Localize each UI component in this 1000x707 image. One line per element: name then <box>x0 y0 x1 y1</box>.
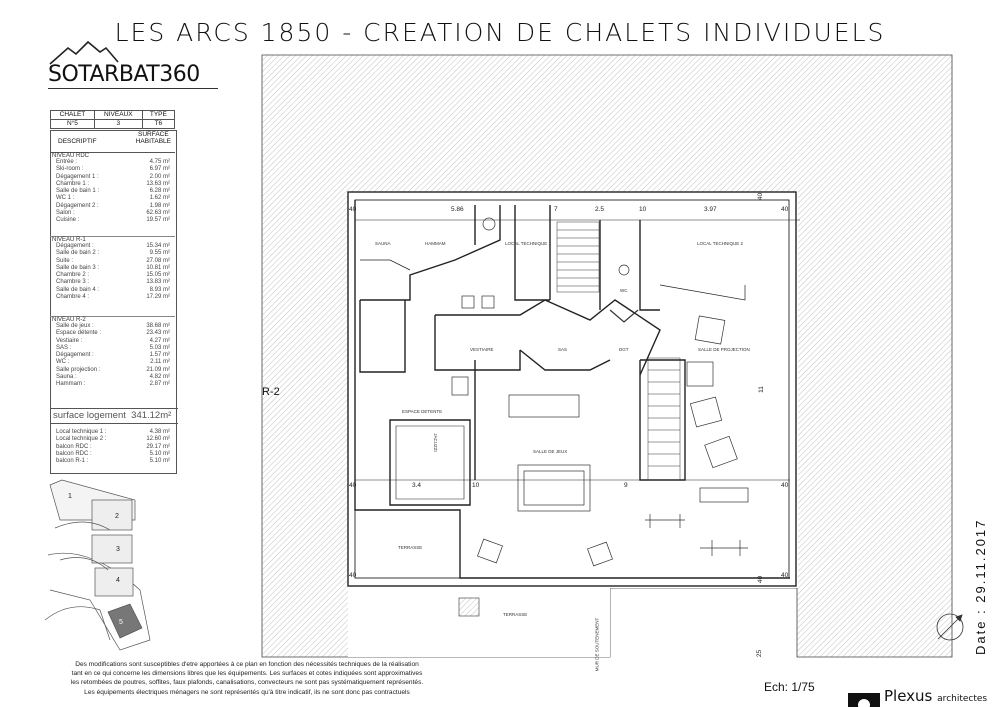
room-label: ESPACE DETENTE <box>402 409 443 414</box>
dim-label: 40 <box>781 482 789 489</box>
logo-text: SOTARBAT360 <box>48 62 200 87</box>
room-area: 1.98 m² <box>149 202 170 209</box>
dim-label: 25 <box>756 649 764 658</box>
room-label: TERRASSE <box>503 612 528 617</box>
room-area: 4.27 m² <box>149 337 170 344</box>
room-label: TERRASSE <box>398 545 423 550</box>
room-area: 5.10 m² <box>149 450 170 457</box>
room-name: Hammam : <box>56 381 86 388</box>
room-area: 10.81 m² <box>146 264 170 271</box>
dim-label: 2.5 <box>595 206 605 213</box>
lot-3-label: 3 <box>116 546 120 553</box>
room-name: Salle de jeux : <box>56 323 94 329</box>
scale-label: Ech: 1/75 <box>764 680 815 694</box>
room-name: Local technique 2 : <box>56 436 107 443</box>
header-type: TYPE <box>142 111 174 120</box>
dim-label: 10 <box>472 482 480 489</box>
value-type: T6 <box>142 120 174 129</box>
room-area: 17.29 m² <box>146 294 170 301</box>
room-area: 38.68 m² <box>146 323 170 329</box>
dim-label: 40 <box>757 575 765 584</box>
room-label: SALLE DE PROJECTION <box>698 347 750 352</box>
dim-label: 40 <box>781 572 789 579</box>
dim-label: 40 <box>349 482 357 489</box>
dim-label: 40 <box>349 206 357 213</box>
room-area: 9.55 m² <box>149 250 170 257</box>
room-name: WC : <box>56 359 70 366</box>
room-name: WC 1 : <box>56 195 75 202</box>
dim-label: 40 <box>781 206 789 213</box>
room-label: WC <box>620 288 628 293</box>
room-name: Chambre 2 : <box>56 272 90 279</box>
architect-name <box>884 687 987 705</box>
room-area: 13.63 m² <box>146 180 170 187</box>
room-label: VESTIAIRE <box>470 347 494 352</box>
room-name: SAS : <box>56 344 72 351</box>
page-title: LES ARCS 1850 - CREATION DE CHALETS INDIVIDUELS <box>114 18 886 47</box>
room-label: LOCAL TECHNIQUE 2 <box>697 241 744 246</box>
room-name: Salle de bain 2 : <box>56 250 100 257</box>
room-name: Salle projection : <box>56 366 101 373</box>
room-area: 12.60 m² <box>146 436 170 443</box>
room-area: 13.83 m² <box>146 279 170 286</box>
lot-2-label: 2 <box>115 513 119 520</box>
room-name: Dégagement : <box>56 243 94 249</box>
note-line: tant en ce qui concerne les dimensions libres que les équipements. Les surfaces et cotes indiquées sont approximatives <box>71 670 423 678</box>
room-area: 4.75 m² <box>149 159 170 165</box>
dim-label: 7 <box>554 206 558 213</box>
disclaimer-notes <box>12 660 482 697</box>
section-title: NIVEAU R-2 <box>52 317 86 323</box>
room-name: balcon RDC : <box>56 443 92 450</box>
architect-name-text: Plexus <box>884 687 933 705</box>
level-label: R-2 <box>262 386 280 398</box>
dim-label: 5.86 <box>451 206 464 213</box>
room-area: 5.03 m² <box>149 344 170 351</box>
room-area: 8.93 m² <box>149 286 170 293</box>
room-area: 19.57 m² <box>146 217 170 224</box>
lot-1-label: 1 <box>68 493 72 500</box>
room-area: 23.43 m² <box>146 330 170 337</box>
room-area: 27.08 m² <box>146 257 170 264</box>
room-area: 6.28 m² <box>149 188 170 195</box>
room-area: 15.05 m² <box>146 272 170 279</box>
room-area: 4.82 m² <box>149 374 170 381</box>
room-name: Salon : <box>56 210 75 217</box>
room-label: SAUNA <box>375 241 391 246</box>
dim-label: 10 <box>639 206 647 213</box>
room-label: MUR DE SOUTENEMENT <box>594 617 600 672</box>
terrace-hatch <box>459 598 479 616</box>
room-name: balcon R-1 : <box>56 458 89 465</box>
room-label: JACUZZI <box>432 433 438 452</box>
architect-suffix: architectes <box>937 694 988 704</box>
room-name: Chambre 1 : <box>56 180 90 187</box>
note-line: Des modifications sont susceptibles d'etre apportées à ce plan en fonction des nécessités techniques de la réalisation <box>75 661 419 668</box>
descriptif-label: DESCRIPTIF <box>58 138 97 145</box>
value-chalet: N°5 <box>51 120 95 129</box>
note-line: Les équipements électriques ménagers ne sont représentés qu'à titre indicatif, ils ne sont donc pas contractuels <box>84 688 410 696</box>
room-area: 21.09 m² <box>146 366 170 373</box>
lot-5-label: 5 <box>119 619 123 626</box>
room-name: Local technique 1 : <box>56 429 107 435</box>
total-value: 341.12m² <box>131 410 172 421</box>
dim-label: 40 <box>349 572 357 579</box>
building-footprint <box>348 192 798 588</box>
room-name: Dégagement : <box>56 352 94 359</box>
dim-label: 3.97 <box>704 206 717 213</box>
room-name: Vestiaire : <box>56 337 83 344</box>
room-area: 1.57 m² <box>149 352 170 359</box>
header-niveaux: NIVEAUX <box>94 111 142 120</box>
room-area: 1.62 m² <box>149 195 170 202</box>
room-name: Suite : <box>56 257 74 264</box>
room-name: Salle de bain 1 : <box>56 188 100 195</box>
room-label: HAMMAM <box>425 241 446 246</box>
value-niveaux: 3 <box>94 120 142 129</box>
dim-label: 3.4 <box>412 482 422 489</box>
room-label: SALLE DE JEUX <box>533 449 568 454</box>
room-name: Dégagement 1 : <box>56 173 99 180</box>
room-area: 4.38 m² <box>149 429 170 435</box>
room-name: Espace détente : <box>56 330 102 337</box>
room-name: balcon RDC : <box>56 450 92 457</box>
room-area: 62.63 m² <box>146 210 170 217</box>
room-name: Salle de bain 4 : <box>56 286 100 293</box>
section-title: NIVEAU R-1 <box>52 237 86 243</box>
header-chalet: CHALET <box>51 111 95 120</box>
dim-label: 11 <box>757 386 765 393</box>
site-plan <box>45 480 150 650</box>
lot-4-label: 4 <box>116 577 120 584</box>
room-area: 15.34 m² <box>146 243 170 249</box>
section-title: NIVEAU RDC <box>52 153 90 159</box>
room-area: 2.11 m² <box>150 359 170 366</box>
room-label: DGT <box>619 347 629 352</box>
surface-label-1: SURFACE <box>138 131 169 138</box>
room-name: Salle de bain 3 : <box>56 264 100 271</box>
room-name: Entrée : <box>56 159 78 165</box>
note-line: les retombées de poutres, soffites, faux plafonds, canalisations, convecteurs ne sont pas systématiquement représentés. <box>70 679 424 687</box>
room-name: Chambre 3 : <box>56 279 90 286</box>
total-label: surface logement <box>53 410 126 421</box>
dim-label: 40 <box>757 192 765 201</box>
room-area: 2.87 m² <box>149 381 170 388</box>
surface-label-2: HABITABLE <box>135 138 171 145</box>
room-name: Chambre 4 : <box>56 294 90 301</box>
room-area: 6.97 m² <box>149 166 170 173</box>
room-name: Ski-room : <box>56 166 84 173</box>
room-name: Sauna : <box>56 374 77 381</box>
room-label: LOCAL TECHNIQUE 1 <box>505 241 552 246</box>
room-area: 2.00 m² <box>149 173 170 180</box>
dim-label: 9 <box>624 482 628 489</box>
room-area: 29.17 m² <box>146 443 170 450</box>
date-label: Date : 29.11.2017 <box>973 518 988 655</box>
room-area: 5.10 m² <box>149 458 170 465</box>
room-label: SAS <box>558 347 568 352</box>
room-name: Cuisine : <box>56 217 80 224</box>
room-name: Dégagement 2 : <box>56 202 99 209</box>
